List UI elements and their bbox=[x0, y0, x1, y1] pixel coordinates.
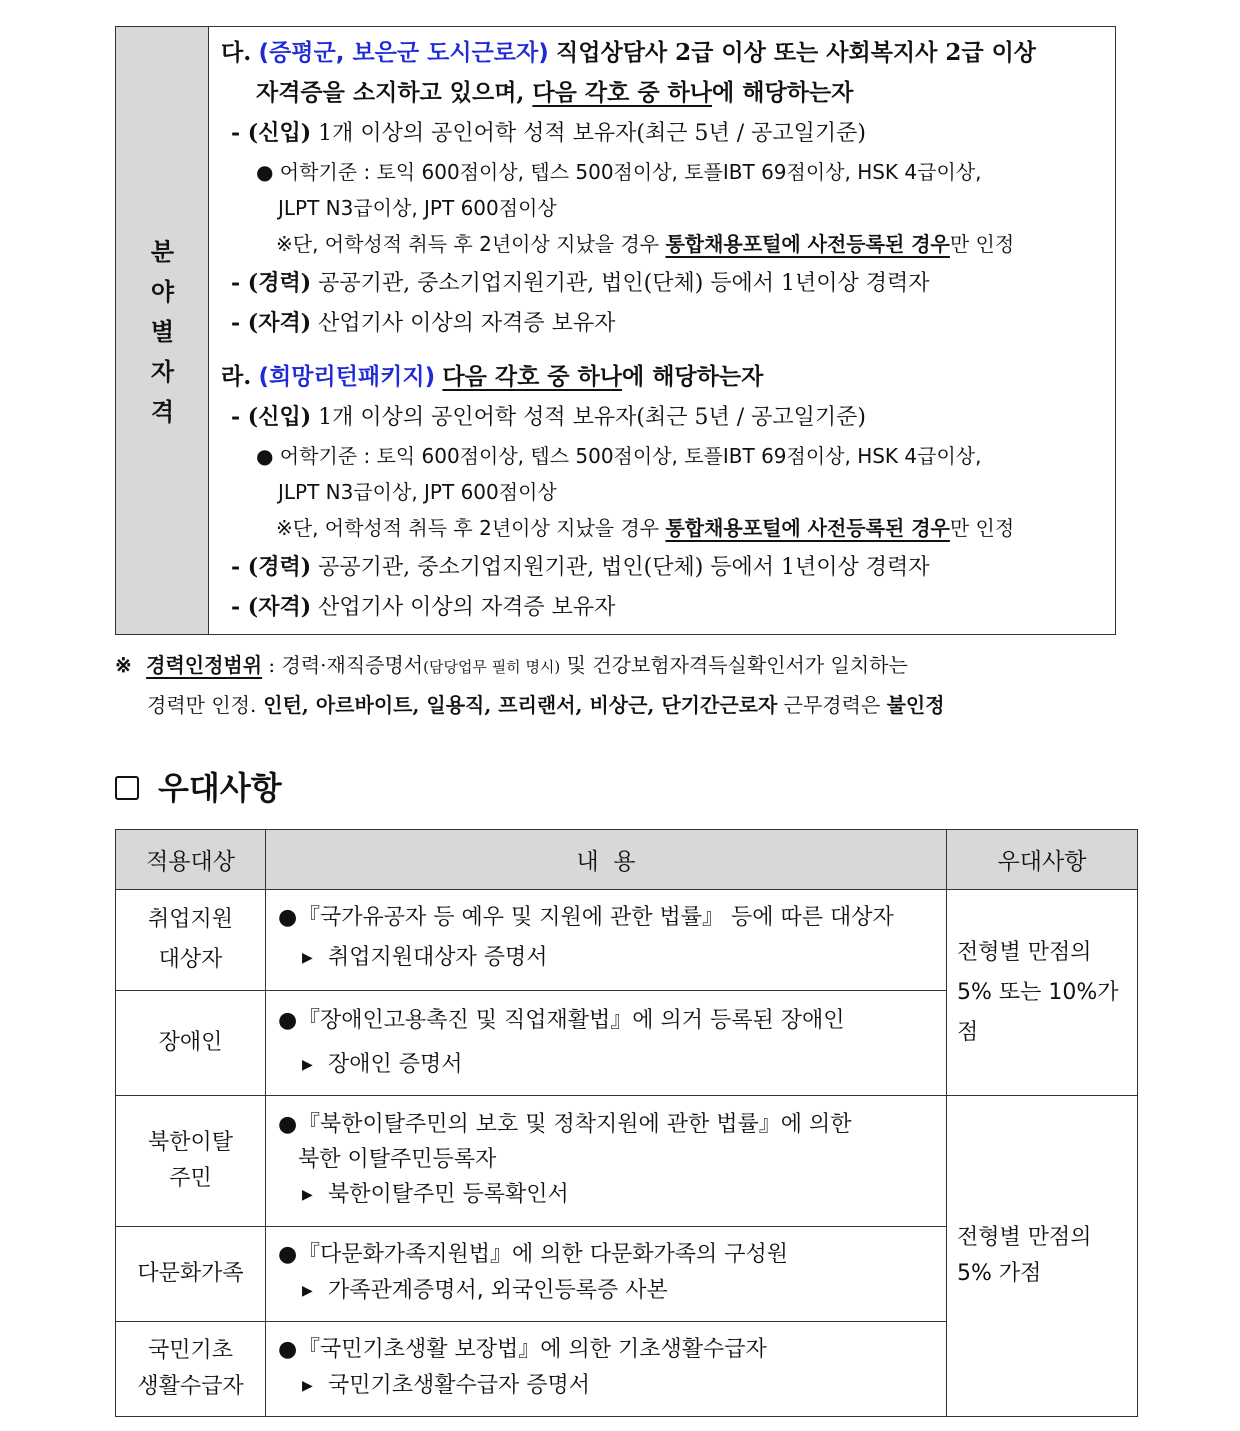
benefit-cell bbox=[946, 1095, 1138, 1417]
law-line bbox=[278, 1003, 845, 1039]
document-line bbox=[302, 1273, 668, 1309]
note-text: 만 인정 bbox=[949, 232, 1015, 256]
career-item bbox=[231, 550, 930, 585]
item-text: 1개 이상의 공인어학 성적 보유자(최근 5년 / 공고일기준) bbox=[318, 405, 866, 430]
law-text: 『북한이탈주민의 보호 및 정착지원에 관한 법률』에 의한 bbox=[298, 1112, 852, 1137]
section-text: 에 해당하는자 bbox=[621, 363, 764, 390]
document-line bbox=[302, 940, 548, 976]
bullet-icon: ● bbox=[278, 1112, 298, 1137]
language-criteria-cont: JLPT N3급이상, JPT 600점이상 bbox=[278, 196, 557, 220]
target-text: 북한이탈 bbox=[147, 1130, 233, 1155]
item-text: 공공기관, 중소기업지원기관, 법인(단체) 등에서 1년이상 경력자 bbox=[318, 555, 930, 580]
triangle-bullet-icon: ▶ bbox=[302, 1378, 313, 1394]
document-text: 가족관계증명서, 외국인등록증 사본 bbox=[328, 1278, 668, 1303]
item-label: - (신입) bbox=[231, 120, 312, 146]
language-note bbox=[276, 227, 1014, 261]
item-text: 공공기관, 중소기업지원기관, 법인(단체) 등에서 1년이상 경력자 bbox=[318, 271, 930, 296]
side-char: 야 bbox=[150, 277, 175, 306]
target-text: 국민기초 bbox=[147, 1338, 233, 1363]
document-line bbox=[302, 1368, 590, 1404]
bullet-icon: ● bbox=[278, 1337, 298, 1362]
section-prefix: 다. bbox=[221, 39, 252, 66]
item-label: - (자격) bbox=[231, 594, 312, 620]
side-char: 별 bbox=[150, 317, 175, 346]
certificate-item bbox=[231, 306, 615, 341]
target-text: 다문화가족 bbox=[137, 1261, 244, 1286]
document-text: 북한이탈주민 등록확인서 bbox=[328, 1182, 569, 1207]
note-text-underlined: 통합채용포털에 사전등록된 경우 bbox=[665, 232, 950, 256]
note-text: 경력만 인정. bbox=[147, 693, 257, 717]
triangle-bullet-icon: ▶ bbox=[302, 950, 313, 966]
benefit-cell bbox=[946, 889, 1138, 1096]
document-line bbox=[302, 1047, 463, 1083]
bullet-icon: ● bbox=[278, 1242, 298, 1267]
document-text: 장애인 증명서 bbox=[328, 1052, 463, 1077]
law-text: 『국민기초생활 보장법』에 의한 기초생활수급자 bbox=[298, 1337, 767, 1362]
section-ra-heading bbox=[221, 360, 763, 394]
benefit-text: 5% 또는 10%가점 bbox=[957, 979, 1119, 1045]
bullet-icon: ● bbox=[278, 905, 298, 930]
target-text: 장애인 bbox=[158, 1030, 223, 1055]
career-scope-note-cont bbox=[147, 690, 945, 720]
target-text: 대상자 bbox=[158, 947, 223, 972]
triangle-bullet-icon: ▶ bbox=[302, 1187, 313, 1203]
note-text-bold: 불인정 bbox=[886, 693, 945, 717]
law-text: 『장애인고용촉진 및 직업재활법』에 의거 등록된 장애인 bbox=[298, 1008, 845, 1033]
law-line bbox=[278, 900, 894, 936]
section-text: 직업상담사 2급 이상 또는 사회복지사 2급 이상 bbox=[556, 39, 1037, 66]
section-text-underlined: 다음 각호 중 하나 bbox=[532, 79, 712, 106]
content-cell bbox=[265, 1226, 947, 1322]
section-da-heading-cont bbox=[256, 76, 853, 110]
item-text: 1개 이상의 공인어학 성적 보유자(최근 5년 / 공고일기준) bbox=[318, 121, 866, 146]
header-target: 적용대상 bbox=[115, 829, 266, 890]
note-text: ※단, 어학성적 취득 후 2년이상 지났을 경우 bbox=[276, 516, 660, 540]
side-char: 격 bbox=[150, 397, 175, 426]
section-da-heading bbox=[221, 36, 1036, 70]
note-text-small: (담당업무 필히 명시) bbox=[423, 658, 561, 676]
item-label: - (신입) bbox=[231, 404, 312, 430]
qualification-side-header bbox=[116, 27, 209, 634]
note-term: 경력인정범위 bbox=[146, 653, 263, 677]
note-text: 만 인정 bbox=[949, 516, 1015, 540]
item-label: - (경력) bbox=[231, 270, 312, 296]
side-label bbox=[116, 232, 209, 432]
benefit-text: 5% 가점 bbox=[957, 1261, 1042, 1286]
section-text: 에 해당하는자 bbox=[712, 79, 854, 106]
side-char: 분 bbox=[150, 237, 175, 266]
section-highlight: (증평군, 보은군 도시근로자) bbox=[258, 40, 549, 66]
career-scope-note bbox=[115, 650, 908, 682]
language-note bbox=[276, 511, 1014, 545]
note-text-bold: 인턴, 아르바이트, 일용직, 프리랜서, 비상근, 단기간근로자 bbox=[256, 693, 778, 717]
header-benefit: 우대사항 bbox=[946, 829, 1138, 890]
checkbox-square-icon bbox=[115, 776, 139, 800]
content-cell bbox=[265, 1321, 947, 1417]
target-cell bbox=[115, 1095, 266, 1227]
target-text: 생활수급자 bbox=[137, 1374, 244, 1399]
career-item bbox=[231, 266, 930, 301]
benefit-text: 전형별 만점의 bbox=[957, 1225, 1092, 1250]
section-prefix: 라. bbox=[221, 363, 252, 390]
target-cell bbox=[115, 889, 266, 991]
item-label: - (경력) bbox=[231, 554, 312, 580]
item-label: - (자격) bbox=[231, 310, 312, 336]
document-line bbox=[302, 1177, 569, 1213]
benefit-text: 전형별 만점의 bbox=[957, 939, 1092, 965]
language-criteria: ● 어학기준 : 토익 600점이상, 텝스 500점이상, 토플IBT 69점이상, HSK 4급이상, bbox=[256, 160, 982, 184]
language-criteria-cont: JLPT N3급이상, JPT 600점이상 bbox=[278, 480, 557, 504]
document-text: 취업지원대상자 증명서 bbox=[328, 945, 548, 970]
qualification-table bbox=[115, 26, 1116, 635]
target-text: 주민 bbox=[169, 1166, 212, 1191]
item-text: 산업기사 이상의 자격증 보유자 bbox=[318, 311, 616, 336]
target-cell bbox=[115, 1321, 266, 1417]
law-text: 『국가유공자 등 예우 및 지원에 관한 법률』 등에 따른 대상자 bbox=[298, 905, 894, 930]
section-text-underlined: 다음 각호 중 하나 bbox=[442, 363, 622, 390]
note-text-underlined: 통합채용포털에 사전등록된 경우 bbox=[665, 516, 950, 540]
triangle-bullet-icon: ▶ bbox=[302, 1283, 313, 1299]
note-mark: ※ bbox=[115, 653, 132, 677]
law-text: 『다문화가족지원법』에 의한 다문화가족의 구성원 bbox=[298, 1242, 789, 1267]
preference-table bbox=[115, 829, 1138, 1417]
note-text: : 경력·재직증명서 bbox=[262, 653, 424, 677]
law-line-cont: 북한 이탈주민등록자 bbox=[298, 1147, 497, 1172]
law-line bbox=[278, 1332, 767, 1368]
section-text: 자격증을 소지하고 있으며, bbox=[256, 79, 525, 106]
content-cell bbox=[265, 1095, 947, 1227]
document-text: 국민기초생활수급자 증명서 bbox=[328, 1373, 591, 1398]
item-text: 산업기사 이상의 자격증 보유자 bbox=[318, 595, 616, 620]
law-line bbox=[278, 1237, 788, 1273]
section-highlight: (희망리턴패키지) bbox=[258, 364, 436, 390]
language-criteria: ● 어학기준 : 토익 600점이상, 텝스 500점이상, 토플IBT 69점이상, HSK 4급이상, bbox=[256, 444, 982, 468]
target-cell bbox=[115, 1226, 266, 1322]
target-cell bbox=[115, 990, 266, 1096]
header-content: 내 용 bbox=[265, 829, 947, 890]
target-text: 취업지원 bbox=[147, 907, 233, 932]
section-title: 우대사항 bbox=[158, 769, 282, 807]
new-hire-item bbox=[231, 116, 866, 151]
law-line bbox=[278, 1107, 852, 1143]
content-cell bbox=[265, 990, 947, 1096]
note-text: 및 건강보험자격득실확인서가 일치하는 bbox=[560, 653, 908, 677]
bullet-icon: ● bbox=[278, 1008, 298, 1033]
triangle-bullet-icon: ▶ bbox=[302, 1057, 313, 1073]
note-text: ※단, 어학성적 취득 후 2년이상 지났을 경우 bbox=[276, 232, 660, 256]
new-hire-item bbox=[231, 400, 866, 435]
note-text: 근무경력은 bbox=[777, 693, 887, 717]
side-char: 자 bbox=[150, 357, 175, 386]
content-cell bbox=[265, 889, 947, 991]
certificate-item bbox=[231, 590, 615, 625]
